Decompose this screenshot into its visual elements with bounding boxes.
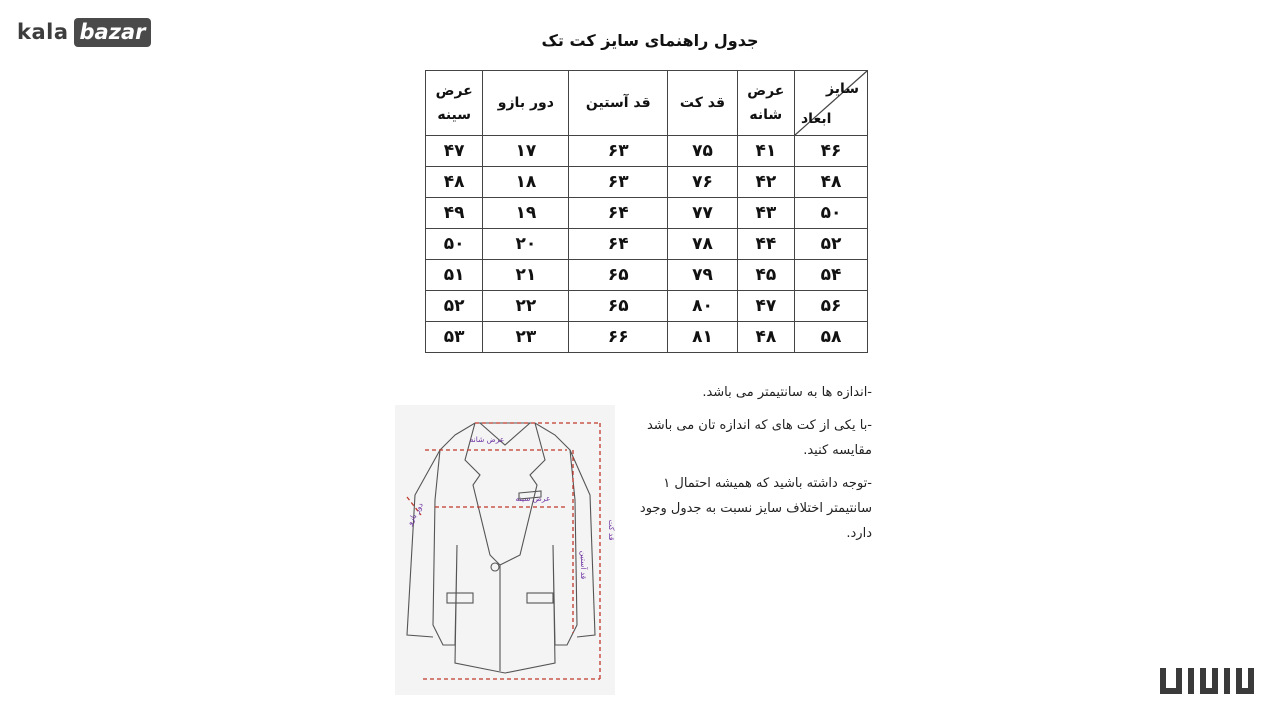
table-cell: ۸۱ xyxy=(668,322,737,353)
table-row xyxy=(426,260,868,291)
header-sleeve-length: قد آستین xyxy=(569,71,668,136)
table-cell: ۴۸ xyxy=(795,167,868,198)
table-cell: ۷۷ xyxy=(668,198,737,229)
table-row xyxy=(426,167,868,198)
brand-logo-kala: kala xyxy=(17,20,69,44)
table-cell: ۲۳ xyxy=(483,322,569,353)
diagram-label-length: قد کت xyxy=(607,519,616,541)
table-header-row xyxy=(426,71,868,136)
header-corner-size: سایز xyxy=(826,81,859,97)
table-row xyxy=(426,291,868,322)
table-cell: ۶۴ xyxy=(569,229,668,260)
table-cell: ۵۰ xyxy=(426,229,483,260)
header-chest-width: عرض سینه xyxy=(426,71,483,136)
table-cell: ۷۹ xyxy=(668,260,737,291)
note-item: -اندازه ها به سانتیمتر می باشد. xyxy=(702,385,872,400)
size-table xyxy=(425,70,868,353)
table-cell: ۴۸ xyxy=(426,167,483,198)
table-cell: ۴۱ xyxy=(737,136,794,167)
table-cell: ۶۵ xyxy=(569,291,668,322)
brand-logo[interactable] xyxy=(17,17,151,47)
table-cell: ۵۳ xyxy=(426,322,483,353)
table-cell: ۴۸ xyxy=(737,322,794,353)
diagram-label-sleeve: قد آستین xyxy=(579,550,588,580)
table-row xyxy=(426,229,868,260)
table-cell: ۷۵ xyxy=(668,136,737,167)
table-cell: ۶۳ xyxy=(569,136,668,167)
header-corner-cell xyxy=(795,71,868,136)
diagram-label-chest: عرض سینه xyxy=(515,494,551,503)
table-cell: ۸۰ xyxy=(668,291,737,322)
table-cell: ۵۰ xyxy=(795,198,868,229)
table-row xyxy=(426,136,868,167)
note-item: -با یکی از کت های که اندازه تان می باشد مقایسه کنید. xyxy=(646,418,872,458)
table-cell: ۵۶ xyxy=(795,291,868,322)
page-title: جدول راهنمای سایز کت تک xyxy=(541,31,759,50)
table-cell: ۱۷ xyxy=(483,136,569,167)
brand-logo-persian xyxy=(1158,662,1258,698)
table-cell: ۶۴ xyxy=(569,198,668,229)
table-cell: ۷۶ xyxy=(668,167,737,198)
table-cell: ۶۵ xyxy=(569,260,668,291)
table-cell: ۵۱ xyxy=(426,260,483,291)
table-cell: ۴۳ xyxy=(737,198,794,229)
table-cell: ۶۳ xyxy=(569,167,668,198)
table-cell: ۴۶ xyxy=(795,136,868,167)
header-arm-circumference: دور بازو xyxy=(483,71,569,136)
table-row xyxy=(426,198,868,229)
table-cell: ۴۴ xyxy=(737,229,794,260)
table-cell: ۲۲ xyxy=(483,291,569,322)
table-cell: ۵۲ xyxy=(795,229,868,260)
table-cell: ۵۴ xyxy=(795,260,868,291)
table-cell: ۲۰ xyxy=(483,229,569,260)
table-cell: ۴۹ xyxy=(426,198,483,229)
table-cell: ۷۸ xyxy=(668,229,737,260)
table-cell: ۴۲ xyxy=(737,167,794,198)
table-cell: ۴۵ xyxy=(737,260,794,291)
table-cell: ۶۶ xyxy=(569,322,668,353)
header-corner-dimensions: ابعاد xyxy=(801,111,832,127)
table-cell: ۴۷ xyxy=(426,136,483,167)
table-cell: ۴۷ xyxy=(737,291,794,322)
jacket-measurement-diagram xyxy=(395,405,615,695)
brand-logo-bazar: bazar xyxy=(74,18,152,47)
diagram-label-shoulder: عرض شانه xyxy=(469,435,505,444)
table-cell: ۱۸ xyxy=(483,167,569,198)
table-cell: ۵۲ xyxy=(426,291,483,322)
header-jacket-length: قد کت xyxy=(668,71,737,136)
notes xyxy=(632,380,872,554)
diagram-label-arm: دور بازو xyxy=(404,500,425,527)
table-row xyxy=(426,322,868,353)
table-cell: ۲۱ xyxy=(483,260,569,291)
table-cell: ۱۹ xyxy=(483,198,569,229)
header-shoulder-width: عرض شانه xyxy=(737,71,794,136)
table-cell: ۵۸ xyxy=(795,322,868,353)
note-item: -توجه داشته باشید که همیشه احتمال ۱ سانتیمتر اختلاف سایز نسبت به جدول وجود دارد. xyxy=(639,476,872,541)
